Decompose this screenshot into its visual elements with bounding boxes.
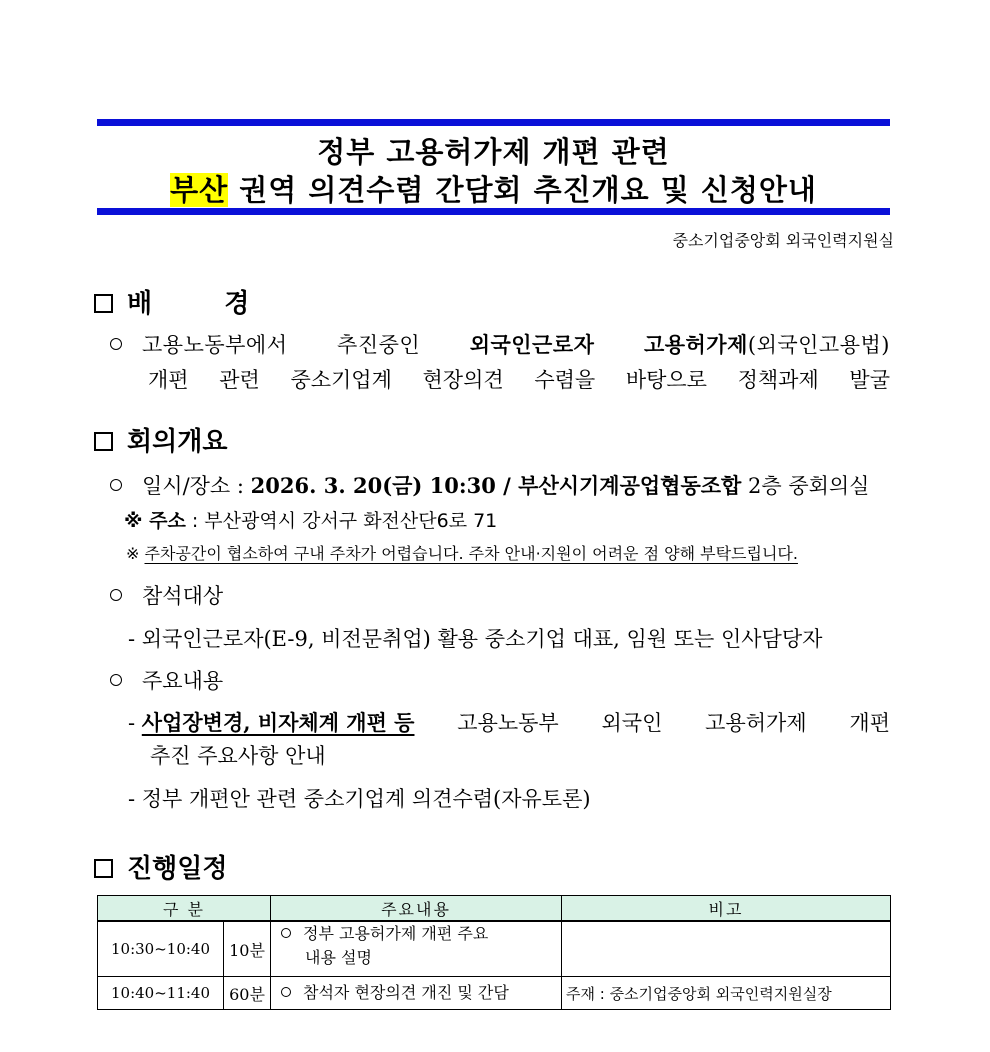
row-content-line-1: 참석자 현장의견 개진 및 간담 bbox=[303, 983, 509, 1002]
background-bold-a: 외국인근로자 bbox=[469, 332, 595, 357]
row-duration: 10분 bbox=[224, 921, 271, 977]
parking-note-line bbox=[126, 541, 798, 564]
content-item-1-line-2: 추진 주요사항 안내 bbox=[150, 744, 326, 768]
background-word: 현장의견 bbox=[422, 368, 504, 392]
background-word: 중소기업계 bbox=[290, 368, 392, 392]
content-word: 외국인 bbox=[601, 711, 663, 735]
content-label: 주요내용 bbox=[142, 669, 224, 693]
table-row bbox=[98, 977, 891, 1010]
title-line-2 bbox=[97, 168, 890, 209]
datetime-label: 일시/장소 : bbox=[142, 474, 244, 498]
checkbox-square-icon bbox=[94, 432, 113, 451]
circle-bullet-icon bbox=[110, 338, 122, 350]
header-category: 구 분 bbox=[98, 896, 271, 922]
content-item-1-bold: 사업장변경, 비자체계 개편 등 bbox=[141, 710, 415, 735]
section-schedule-heading bbox=[94, 848, 227, 885]
row-note bbox=[562, 921, 891, 977]
datetime-room: 2층 중회의실 bbox=[748, 474, 870, 498]
background-text-b: 추진중인 bbox=[337, 333, 421, 357]
header-note: 비고 bbox=[562, 896, 891, 922]
content-item-2: - 정부 개편안 관련 중소기업계 의견수렴(자유토론) bbox=[128, 787, 591, 811]
header-content: 주요내용 bbox=[271, 896, 562, 922]
checkbox-square-icon bbox=[94, 859, 113, 878]
background-word: 개편 bbox=[148, 368, 189, 392]
background-line-1 bbox=[110, 329, 890, 359]
table-row bbox=[98, 921, 891, 977]
section-meeting-title: 회의개요 bbox=[127, 427, 228, 457]
row-content-line-1: 정부 고용허가제 개편 주요 bbox=[303, 924, 489, 943]
row-duration: 60분 bbox=[224, 977, 271, 1010]
row-content bbox=[271, 921, 562, 977]
title-line-1: 정부 고용허가제 개편 관련 bbox=[317, 135, 670, 169]
section-background-heading bbox=[94, 283, 267, 320]
content-label-line bbox=[110, 665, 223, 695]
row-time: 10:40~11:40 bbox=[98, 977, 224, 1010]
circle-bullet-icon bbox=[110, 479, 122, 491]
content-word: 개편 bbox=[849, 711, 890, 735]
background-text-c: (외국인고용법) bbox=[747, 333, 890, 357]
title-line-2-rest: 권역 의견수렴 간담회 추진개요 및 신청안내 bbox=[228, 173, 817, 207]
circle-bullet-icon bbox=[110, 674, 122, 686]
meeting-datetime-line bbox=[110, 470, 869, 500]
background-word: 바탕으로 bbox=[625, 368, 707, 392]
address-label: ※ 주소 bbox=[124, 510, 186, 532]
section-schedule-title: 진행일정 bbox=[127, 854, 228, 884]
background-text-a: 고용노동부에서 bbox=[142, 333, 288, 357]
address-value: : 부산광역시 강서구 화전산단6로 71 bbox=[191, 510, 498, 532]
row-time: 10:30~10:40 bbox=[98, 921, 224, 977]
title-highlight-region: 부산 bbox=[170, 173, 229, 207]
content-item-1-line-1 bbox=[128, 707, 890, 737]
table-header-row bbox=[98, 896, 891, 922]
background-word: 발굴 bbox=[849, 368, 890, 392]
content-word: 고용허가제 bbox=[705, 711, 807, 735]
reference-mark-icon: ※ bbox=[126, 544, 140, 563]
content-word: 고용노동부 bbox=[457, 711, 559, 735]
parking-note: 주차공간이 협소하여 구내 주차가 어렵습니다. 주차 안내·지원이 어려운 점 양해 부탁드립니다. bbox=[144, 544, 798, 563]
schedule-table bbox=[97, 895, 891, 1010]
row-note: 주재 : 중소기업중앙회 외국인력지원실장 bbox=[562, 977, 891, 1010]
section-meeting-heading bbox=[94, 421, 227, 458]
content-dash: - bbox=[128, 711, 136, 735]
circle-bullet-icon bbox=[110, 589, 122, 601]
background-bold-b: 고용허가제 bbox=[643, 332, 748, 357]
organization-name: 중소기업중앙회 외국인력지원실 bbox=[672, 231, 894, 250]
title-top-bar bbox=[97, 119, 890, 126]
checkbox-square-icon bbox=[94, 294, 113, 313]
background-word: 정책과제 bbox=[737, 368, 819, 392]
meeting-address-line bbox=[124, 506, 497, 533]
circle-bullet-icon bbox=[281, 928, 291, 938]
row-content bbox=[271, 977, 562, 1010]
section-background-title: 배 경 bbox=[127, 289, 268, 319]
title-bottom-bar bbox=[97, 208, 890, 215]
background-line-2 bbox=[148, 364, 890, 394]
background-word: 수렴을 bbox=[534, 368, 596, 392]
attendees-label-line bbox=[110, 580, 223, 610]
background-word: 관련 bbox=[219, 368, 260, 392]
circle-bullet-icon bbox=[281, 987, 291, 997]
attendees-text: - 외국인근로자(E-9, 비전문취업) 활용 중소기업 대표, 임원 또는 인사담당자 bbox=[128, 627, 823, 651]
row-content-line-2: 내용 설명 bbox=[305, 948, 372, 967]
datetime-value: 2026. 3. 20(금) 10:30 / 부산시기계공업협동조합 bbox=[250, 473, 742, 498]
attendees-label: 참석대상 bbox=[142, 584, 224, 608]
